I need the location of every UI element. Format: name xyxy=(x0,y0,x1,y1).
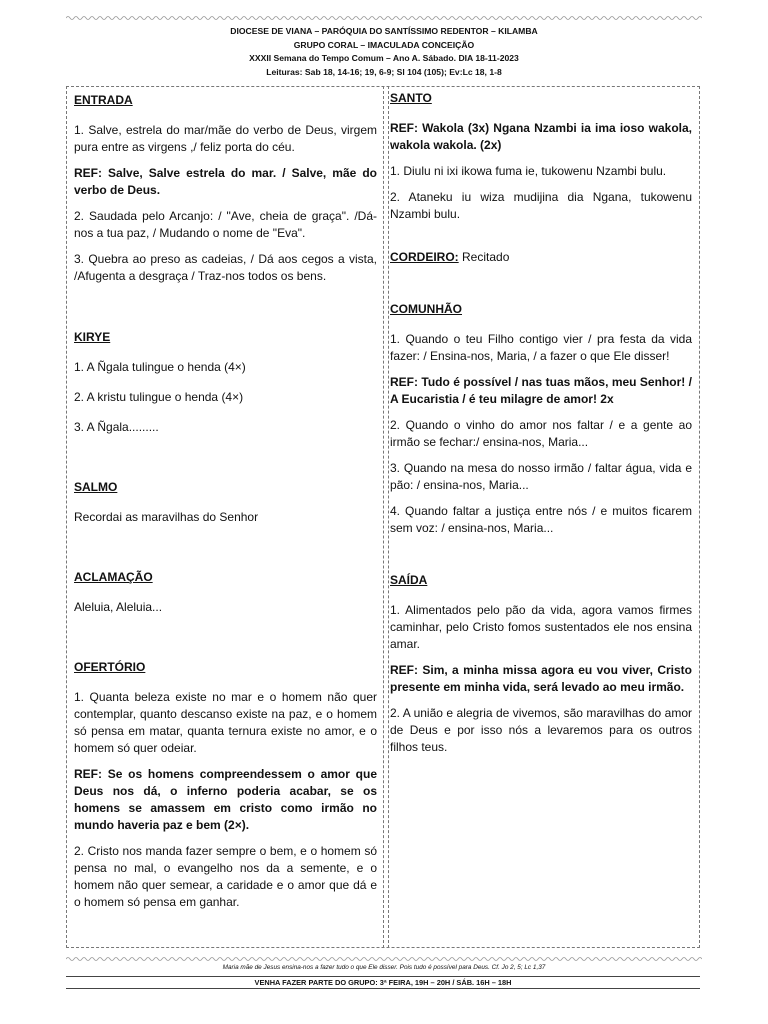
section-title-saida: SAÍDA xyxy=(390,573,428,587)
section-title-salmo: SALMO xyxy=(74,480,118,494)
bottom-wavy-divider xyxy=(66,956,702,962)
aclamacao-text: Aleluia, Aleluia... xyxy=(74,600,163,614)
santo-verse-1: 1. Diulu ni ixi ikowa fuma ie, tukowenu Nzambi bulu. xyxy=(390,164,667,178)
section-title-cordeiro: CORDEIRO: xyxy=(390,250,459,264)
entrada-refrain: REF: Salve, Salve estrela do mar. / Salve, mãe do verbo de Deus. xyxy=(74,166,377,197)
comunhao-refrain: REF: Tudo é possível / nas tuas mãos, meu Senhor! / A Eucaristia / é teu milagre de amor! 2x xyxy=(390,375,692,406)
document-header xyxy=(60,25,708,79)
section-title-ofertorio: OFERTÓRIO xyxy=(74,660,146,674)
kirye-verse-1: 1. A Ñgala tulingue o henda (4×) xyxy=(74,360,246,374)
ofertorio-verse-1: 1. Quanta beleza existe no mar e o homem não quer contemplar, quanto descanso existe na paz, e o homem só pensa em matar, quanta ternura existe no amor, e o homem só quer odeiar. xyxy=(74,690,377,755)
kirye-verse-3: 3. A Ñgala......... xyxy=(74,420,159,434)
header-choir: GRUPO CORAL – IMACULADA CONCEIÇÃO xyxy=(293,39,475,50)
header-week: XXXII Semana do Tempo Comum – Ano A. Sábado. DIA 18-11-2023 xyxy=(249,53,519,63)
comunhao-verse-3: 3. Quando na mesa do nosso irmão / faltar água, vida e pão: / ensina-nos, Maria... xyxy=(390,461,692,492)
column-divider xyxy=(383,86,389,948)
comunhao-verse-4: 4. Quando faltar a justiça entre nós / e muitos ficarem sem voz: / ensina-nos, Maria... xyxy=(390,504,692,535)
entrada-verse-1: 1. Salve, estrela do mar/mãe do verbo de Deus, virgem pura entre as virgens ,/ feliz porta do céu. xyxy=(74,123,377,154)
saida-refrain: REF: Sim, a minha missa agora eu vou viver, Cristo presente em minha vida, será levado ao meu irmão. xyxy=(390,663,692,694)
cordeiro-line xyxy=(390,249,692,266)
header-diocese: DIOCESE DE VIANA – PARÓQUIA DO SANTÍSSIMO REDENTOR – KILAMBA xyxy=(230,26,538,36)
saida-verse-2: 2. A união e alegria de vivemos, são maravilhas do amor de Deus e por isso nós a levaremos para os outros filhos teus. xyxy=(390,706,692,754)
salmo-text: Recordai as maravilhas do Senhor xyxy=(74,510,259,524)
section-title-kirye: KIRYE xyxy=(74,330,111,344)
comunhao-verse-2: 2. Quando o vinho do amor nos faltar / e a gente ao irmão se fechar:/ ensina-nos, Maria... xyxy=(390,418,692,449)
top-wavy-divider xyxy=(66,15,702,21)
saida-verse-1: 1. Alimentados pelo pão da vida, agora vamos firmes caminhar, pelo Cristo fomos sustentados ele nos ensina amar. xyxy=(390,603,692,651)
ofertorio-refrain: REF: Se os homens compreendessem o amor que Deus nos dá, o inferno poderia acabar, se os homens se amassem em cristo como irmão no mundo haveria paz e bem (2×). xyxy=(74,767,377,832)
left-column xyxy=(74,92,377,911)
ofertorio-verse-2: 2. Cristo nos manda fazer sempre o bem, e o homem só pensa no mal, o evangelho nos da a semente, e o homem não quer semear, a caridade e o amor que dá e o homem só pensa em ganhar. xyxy=(74,844,377,909)
right-column xyxy=(390,90,692,756)
santo-verse-2: 2. Ataneku iu wiza mudijina dia Ngana, tukowenu Nzambi bulu. xyxy=(390,190,692,221)
footer-invitation: VENHA FAZER PARTE DO GRUPO: 3ª FEIRA, 19H – 20H / SÁB. 16H – 18H xyxy=(66,976,700,989)
comunhao-verse-1: 1. Quando o teu Filho contigo vier / pra festa da vida fazer: / Ensina-nos, Maria, / a fazer o que Ele disser! xyxy=(390,332,692,363)
section-title-comunhao: COMUNHÃO xyxy=(390,302,462,316)
section-title-aclamacao: ACLAMAÇÃO xyxy=(74,570,153,584)
cordeiro-text: Recitado xyxy=(458,250,510,264)
entrada-verse-3: 3. Quebra ao preso as cadeias, / Dá aos cegos a vista, /Afugenta a desgraça / Traz-nos todos os bens. xyxy=(74,252,377,283)
footer-quote: Maria mãe de Jesus ensina-nos a fazer tudo o que Ele disser. Pois tudo é possível para Deus. Cf. Jo 2, 5; Lc 1,37 xyxy=(222,964,546,971)
section-title-santo: SANTO xyxy=(390,91,432,105)
kirye-verse-2: 2. A kristu tulingue o henda (4×) xyxy=(74,390,244,404)
section-title-entrada: ENTRADA xyxy=(74,93,133,107)
header-readings: Leituras: Sab 18, 14-16; 19, 6-9; Sl 104 (105); Ev:Lc 18, 1-8 xyxy=(266,66,502,77)
entrada-verse-2: 2. Saudada pelo Arcanjo: / "Ave, cheia de graça". /Dá-nos a tua paz, / Mudando o nome de "Eva". xyxy=(74,209,377,240)
santo-refrain: REF: Wakola (3x) Ngana Nzambi ia ima ioso wakola, wakola wakola. (2x) xyxy=(390,121,692,152)
